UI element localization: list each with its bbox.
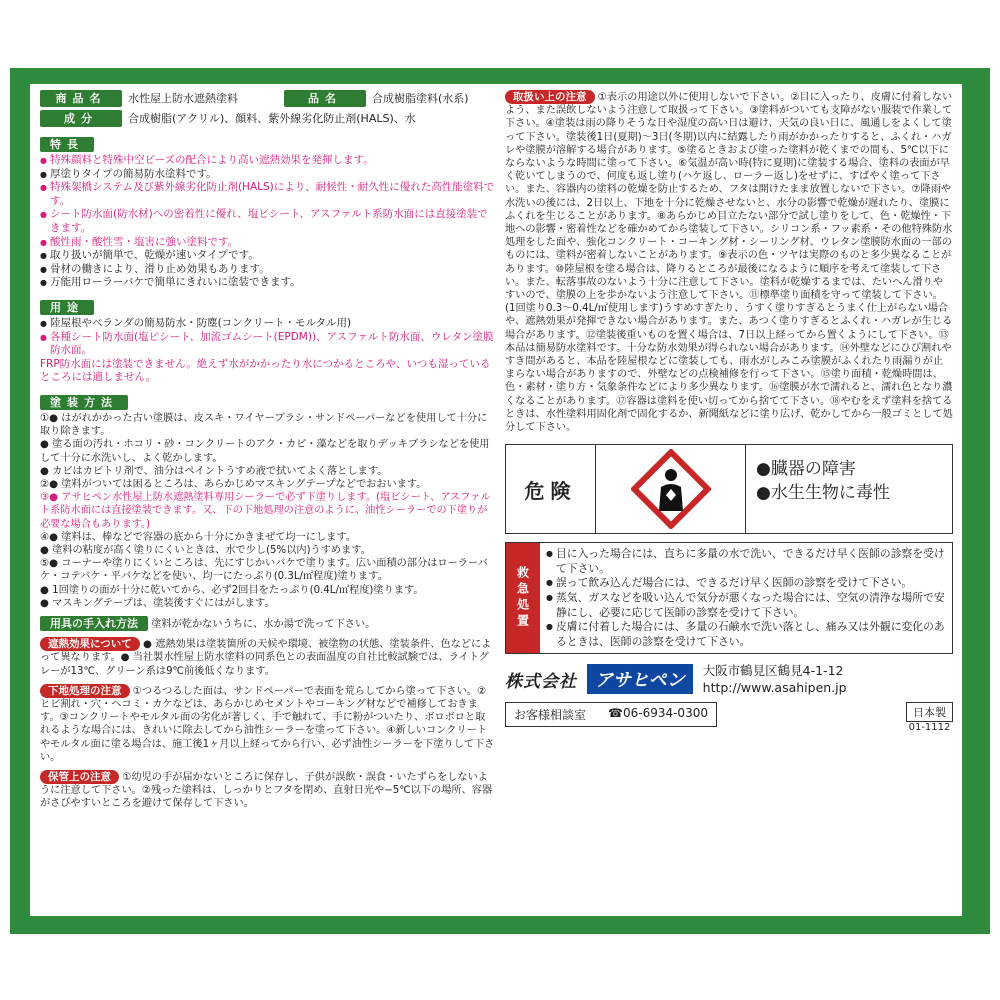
heat-heading: 遮熱効果について (40, 637, 140, 651)
storage-section (40, 770, 495, 811)
care-text: 塗料が乾かないうちに、水か湯で洗って下さい。 (151, 618, 376, 630)
storage-text: ①幼児の手が届かないところに保存し、子供が誤飲・誤食・いたずらをしないように注意して下さい。②残った塗料は、しっかりとフタを閉め、直射日光や−5℃以下の場所、容器がさびやすいところを避けて保存して下さい。 (40, 771, 493, 810)
made-in-block (906, 702, 953, 733)
hazard-box (505, 444, 953, 534)
first-aid-list (546, 547, 946, 649)
prep-heading: 下地処理の注意 (40, 684, 130, 698)
method-step: ⑤● コーナーや塗りにくいところは、先にすじかいバケで塗ります。広い面積の部分はローラーバケ・コテバケ・平バケなどを使い、均一にたっぷり(0.3L/㎡程度)塗ります。 (40, 558, 488, 583)
feature-item: ● 特殊顔料と特殊中空ビーズの配合により高い遮熱効果を発揮します。 (40, 154, 495, 168)
first-aid-item: ● 皮膚に付着した場合には、多量の石鹸水で洗い落とし、痛み又は外観に変化のあるときは、医師の診察を受けて下さい。 (546, 620, 946, 649)
heat-section (40, 637, 495, 678)
feature-item: ● 特殊架橋システム及び紫外線劣化防止剤(HALS)により、耐候性・耐久性に優れた高性能塗料です。 (40, 181, 495, 208)
company-address: 大阪市鶴見区鶴見4-1-12 (702, 663, 844, 679)
feature-item: ● 酸性雨・酸性雪・塩害に強い塗料です。 (40, 236, 495, 250)
company-kabu: 株式会社 (505, 671, 577, 692)
method-step: ● 塗る面の汚れ・ホコリ・砂・コンクリートのアク・カビ・藻などを取りデッキブラシなどを使用して十分に水洗いし、よく乾かします。 (40, 439, 490, 464)
uses-note: FRP防水面には塗装できません。絶えず水がかかったり水につかるところや、いつも湿っているところには適しません。 (40, 357, 491, 384)
hazard-list (746, 445, 952, 533)
product-name-value: 水性屋上防水遮熱塗料 (128, 92, 238, 105)
product-name-label: 商品名 (40, 90, 122, 107)
first-aid-item: ● 誤って飲み込んだ場合には、できるだけ早く医師の診察を受けて下さい。 (546, 576, 946, 591)
component-row (40, 110, 495, 127)
method-step: ④● 塗料は、棒などで容器の底から十分にかきまぜて均一にします。 (40, 531, 356, 543)
method-steps (40, 412, 495, 610)
product-row (40, 90, 495, 107)
first-aid-heading: 救急処置 (506, 543, 540, 653)
handling-text: ①表示の用途以外に使用しないで下さい。②目に入ったり、皮膚に付着しないよう、また誤飲しないよう注意して取扱って下さい。③塗料がついても支障がない服装で作業して下さい。④塗装は雨の降りそうな日や湿度の高い日は避け、天気の良い日に、風通しをよくして塗って下さい。塗装後1日(夏期)〜3日(冬期)以内に結露したり雨がかかったりすると、ふくれ・ハガレや塗膜が溶解する場合があります。⑤塗るときおよび塗った塗料が乾くまでの間も、5℃以下にならないような時間に塗って下さい。⑥気温が高い時(特に夏期)に塗装する場合、塗料の表面が早く乾いてしまうので、何度も返し塗り(ハケ返し、ローラー返し)をせずに、すばやく塗って下さい。また、容器内の塗料の乾燥を防止するため、フタは開けたまま放置しないで下さい。⑦降雨や水洗いの後には、2日以上、下地を十分に乾燥させないと、水分の影響で乾燥が遅れたり、塗膜にふくれを生じることがあります。⑧あらかじめ目立たない部分で試し塗りをして、色・乾燥性・下地への影響・密着性などを確かめてから塗装して下さい。シリコン系・フッ素系・その他特殊防水処理をした面や、強化コンクリート・コーキング材・シーリング材、ウレタン塗膜防水面の一部のものには、塗料が密着しないことがあります。⑨表示の色・ツヤは実際のものと多少異なることがあります。⑩陸屋根を塗る場合は、降りるところが最後になるように順序を考えて塗装して下さい。また、転落事故のないよう十分に注意して下さい。塗料が乾燥するまでは、たいへん滑りやすいので、塗膜の上を歩かないよう注意して下さい。⑪標準塗り面積を守って塗装して下さい。(1回塗り0.3〜0.4L/㎡使用します)うすめすぎたり、うすく塗りすぎるとうまく仕上がらない場合や、遮熱効果が発揮できない場合があります。また、あつく塗りすぎるとふくれ・ハガレが生じる場合があります。⑫塗装後重いものを置く場合は、7日以上経ってから置くようにして下さい。⑬本品は簡易防水塗料です。十分な防水効果が得られない場合があります。⑭外壁などにひび割れやすき間があると、本品を陸屋根などに塗装しても、雨水がしみこみ塗膜がふくれたり雨漏りが止まらない場合がありますので、外壁などの点検補修を行って下さい。⑮塗り面積・乾燥時間は、色・素材・塗り方・気象条件などにより多少異なります。⑯塗膜が水で濡れると、濡れ色となり濃くなることがあります。⑰容器は塗料を使い切ってから捨てて下さい。⑱やむをえず塗料を捨てるときは、水性塗料用固化剤で固化するか、新聞紙などに塗り広げ、乾かしてから一般ゴミとして処分して下さい。 (505, 92, 953, 434)
hinmei-label: 品名 (284, 90, 366, 107)
health-hazard-icon (596, 445, 746, 533)
company-logo: アサヒペン (587, 664, 693, 694)
company-url[interactable]: http://www.asahipen.jp (702, 680, 847, 696)
features-heading: 特長 (40, 137, 94, 152)
feature-item: ● 骨材の働きにより、滑り止め効果もあります。 (40, 263, 495, 277)
feature-item: ● シート防水面(防水材)への密着性に優れ、塩ビシート、アスファルト系防水面には直接塗装できます。 (40, 208, 495, 235)
heat-text: ● 遮熱効果は塗装箇所の天候や環境、被塗物の状態、塗装条件、色などによって異なります。● 当社製水性屋上防水塗料の同系色との表面温度の自社比較試験では、ライトグレーが13℃、グリーン系は9℃前後低くなります。 (40, 639, 492, 677)
feature-item: ● 厚塗りタイプの簡易防水塗料です。 (40, 168, 495, 182)
hazard-item: ●水生生物に毒性 (756, 483, 890, 504)
feature-item: ● 万能用ローラーバケで簡単にきれいに塗装できます。 (40, 276, 495, 290)
method-step: ● マスキングテープは、塗装後すぐにはがします。 (40, 597, 275, 609)
method-step: ①● はがれかかった古い塗膜は、皮スキ・ワイヤーブラシ・サンドペーパーなどを使用して十分に取り除きます。 (40, 412, 488, 438)
uses-list (40, 317, 495, 358)
consult-label: お客様相談室 (514, 708, 587, 723)
first-aid-item: ● 蒸気、ガスなどを吸い込んで気分が悪くなった場合には、空気の清浄な場所で安静にし、必要に応じて医師の診察を受けて下さい。 (546, 591, 946, 620)
bottom-row (505, 702, 953, 733)
prep-text: ①つるつるした面は、サンドペーパーで表面を荒らしてから塗って下さい。②ヒビ割れ・穴・ヘコミ・カケなどは、あらかじめセメントやコーキング材などで補修しておきます。③コンクリートやモルタル面の劣化が著しく、手で触れて、手に粉がついたり、ボロボロと取れるような場合には、きれいに除去してから油性シーラーを塗って下さい。④新しいコンクリートやモルタル面に塗る場合は、施工後1ヶ月以上経ってから行い、必ず油性シーラーを下塗りして下さい。 (40, 685, 495, 763)
ghs-diamond-icon (631, 449, 711, 529)
component-value: 合成樹脂(アクリル)、顔料、紫外線劣化防止剤(HALS)、水 (128, 112, 416, 125)
handling-section (505, 90, 953, 434)
hazard-item: ●臓器の障害 (756, 459, 856, 480)
component-label: 成分 (40, 110, 122, 127)
company-block (505, 662, 953, 696)
handling-heading: 取扱い上の注意 (505, 90, 595, 104)
method-step: ③● アサヒペン水性屋上防水遮熱塗料専用シーラーで必ず下塗りします。(塩ビシート、アスファルト系防水面には直接塗装できます。又、下の下地処理の注意のように、油性シーラーでの下塗りが必要な場合もあります。) (40, 492, 491, 530)
method-heading: 塗装方法 (40, 395, 128, 410)
care-section (40, 616, 495, 631)
made-in: 日本製 (906, 702, 953, 722)
method-step: ● カビはカビトリ剤で、油分はペイントうすめ液で拭いてよく落とします。 (40, 465, 388, 477)
left-column (40, 90, 495, 813)
signal-word: 危険 (506, 445, 596, 533)
hinmei-value: 合成樹脂塗料(水系) (372, 92, 469, 105)
consult-phone: ☎06-6934-0300 (608, 706, 708, 721)
features-list (40, 154, 495, 290)
storage-heading: 保管上の注意 (40, 770, 119, 784)
care-heading: 用具の手入れ方法 (40, 616, 148, 631)
label-panel (30, 84, 962, 916)
first-aid-item: ● 目に入った場合には、直ちに多量の水で洗い、できるだけ早く医師の診察を受けて下さい。 (546, 547, 946, 576)
method-step: ● 1回塗りの面が十分に乾いてから、必ず2回目をたっぷり(0.4L/㎡程度)塗ります。 (40, 584, 424, 596)
uses-heading: 用途 (40, 300, 94, 315)
first-aid-box (505, 542, 953, 654)
method-step: ②● 塗料がついては困るところは、あらかじめマスキングテープなどでおおいます。 (40, 478, 427, 490)
method-step: ● 塗料の粘度が高く塗りにくいときは、水で少し(5%以内)うすめます。 (40, 544, 371, 556)
right-column (505, 90, 953, 733)
consult-box (505, 702, 717, 727)
prep-section (40, 684, 495, 764)
use-item: ● 各種シート防水面(塩ビシート、加流ゴムシート(EPDM))、アスファルト防水面、ウレタン塗膜防水面。 (40, 331, 495, 358)
use-item: ● 陸屋根やベランダの簡易防水・防塵(コンクリート・モルタル用) (40, 317, 495, 331)
product-code: 01-1112 (908, 722, 951, 734)
feature-item: ● 取り扱いが簡単で、乾燥が速いタイプです。 (40, 249, 495, 263)
